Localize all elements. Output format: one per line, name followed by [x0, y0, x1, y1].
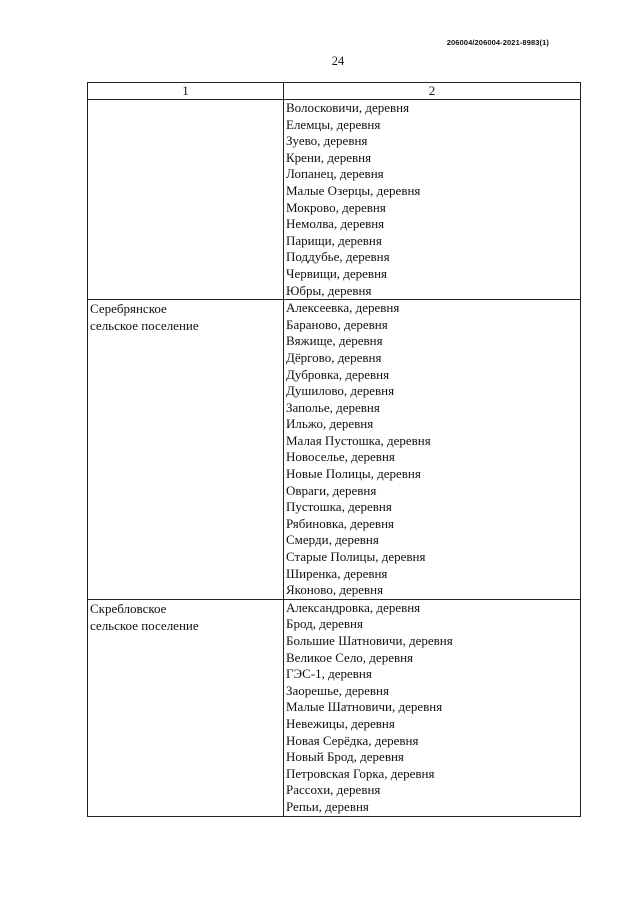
village-entry: Крени, деревня	[286, 149, 372, 165]
village-entry: Елемцы, деревня	[286, 116, 381, 132]
village-entry: Малые Шатновичи, деревня	[286, 699, 443, 715]
table-body	[88, 83, 581, 817]
table-row	[88, 100, 581, 300]
document-code: 206004/206004-2021-8983(1)	[446, 38, 549, 47]
settlement-name-line: сельское поселение	[90, 617, 199, 633]
settlement-name-line: Скребловское	[90, 600, 167, 616]
village-entry: Яконово, деревня	[286, 582, 384, 598]
settlement-name-line: Серебрянское	[90, 301, 167, 317]
village-entry: Парищи, деревня	[286, 232, 382, 248]
settlement-cell	[88, 599, 284, 816]
settlement-cell	[88, 300, 284, 600]
village-entry: Вяжище, деревня	[286, 333, 383, 349]
table-row	[88, 599, 581, 816]
village-entry: Новая Серёдка, деревня	[286, 732, 419, 748]
table-row	[88, 300, 581, 600]
settlement-cell	[88, 100, 284, 300]
village-entry: Поддубье, деревня	[286, 249, 390, 265]
village-entry: Ширенка, деревня	[286, 565, 388, 581]
village-entry: Смерди, деревня	[286, 532, 379, 548]
village-entry: Петровская Горка, деревня	[286, 765, 435, 781]
village-entry: Алексеевка, деревня	[286, 300, 400, 316]
villages-cell	[284, 599, 581, 816]
village-entry: Ильжо, деревня	[286, 416, 374, 432]
village-entry: Заорешье, деревня	[286, 682, 389, 698]
village-entry: Новоселье, деревня	[286, 449, 395, 465]
village-entry: Большие Шатновичи, деревня	[286, 633, 453, 648]
village-entry: Лопанец, деревня	[286, 166, 384, 182]
village-entry: Зуево, деревня	[286, 133, 368, 149]
village-entry: Новый Брод, деревня	[286, 749, 404, 765]
settlement-name-line: сельское поселение	[90, 318, 199, 334]
page-number: 24	[331, 54, 345, 68]
settlements-table	[87, 82, 581, 817]
villages-cell	[284, 100, 581, 300]
village-entry: Старые Полицы, деревня	[286, 549, 426, 565]
village-entry: Рябиновка, деревня	[286, 515, 394, 531]
village-entry: ГЭС-1, деревня	[286, 666, 372, 682]
column-header-2: 2	[284, 83, 581, 100]
village-entry: Душилово, деревня	[286, 383, 395, 399]
village-entry: Малая Пустошка, деревня	[286, 432, 431, 448]
village-entry: Немолва, деревня	[286, 216, 385, 232]
village-entry: Бараново, деревня	[286, 316, 388, 332]
village-entry: Великое Село, деревня	[286, 649, 414, 665]
village-entry: Новые Полицы, деревня	[286, 466, 421, 482]
village-entry: Репьи, деревня	[286, 798, 369, 814]
village-entry: Пустошка, деревня	[286, 499, 392, 515]
village-entry: Волосковичи, деревня	[286, 100, 410, 115]
village-entry: Дёргово, деревня	[286, 349, 382, 365]
village-entry: Дубровка, деревня	[286, 366, 390, 382]
village-entry: Брод, деревня	[286, 616, 363, 632]
villages-cell	[284, 300, 581, 600]
column-header-1: 1	[88, 83, 284, 100]
village-entry: Овраги, деревня	[286, 482, 377, 498]
table-header-row	[88, 83, 581, 100]
village-entry: Юбры, деревня	[286, 282, 372, 298]
village-entry: Невежицы, деревня	[286, 715, 395, 731]
village-entry: Мокрово, деревня	[286, 199, 386, 215]
village-entry: Червищи, деревня	[286, 265, 388, 281]
village-entry: Заполье, деревня	[286, 399, 380, 415]
village-entry: Александровка, деревня	[286, 599, 421, 615]
village-entry: Малые Озерцы, деревня	[286, 182, 421, 198]
village-entry: Рассохи, деревня	[286, 782, 381, 798]
